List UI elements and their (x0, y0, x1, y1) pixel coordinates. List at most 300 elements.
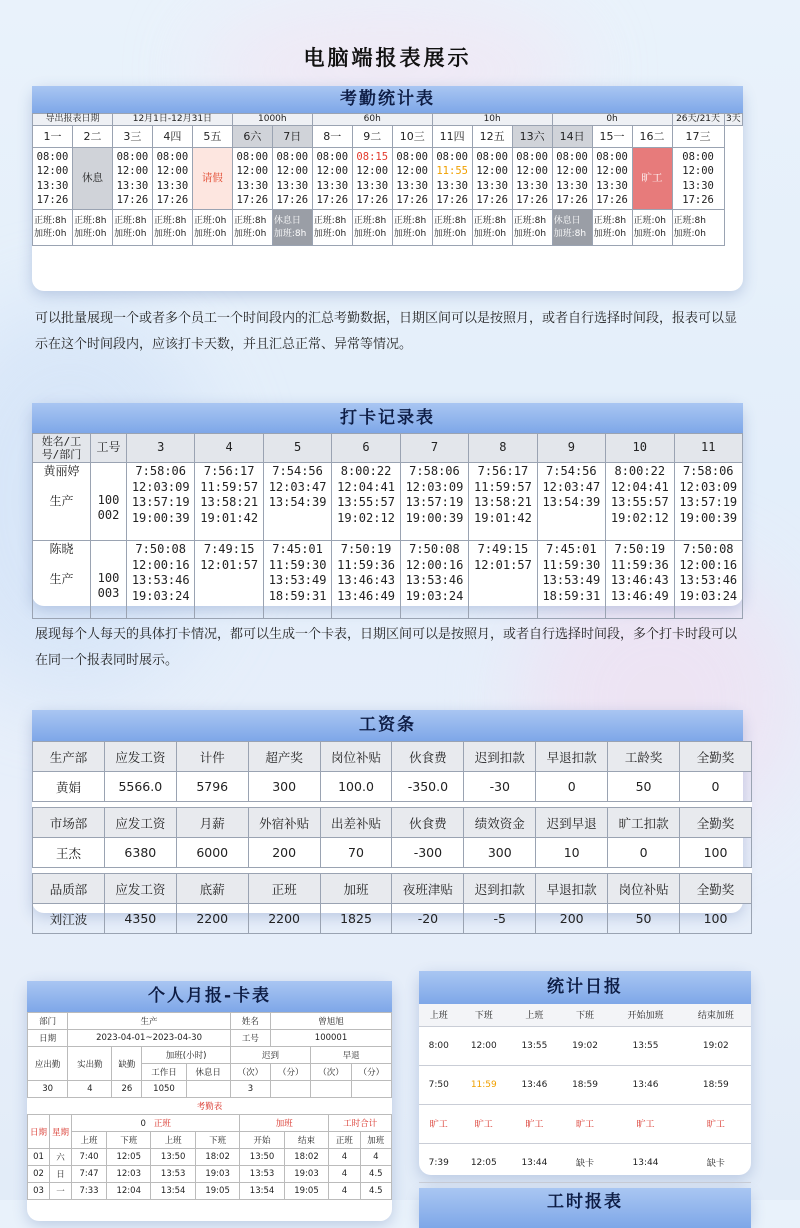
punch-time: 13:30 (236, 179, 269, 192)
salary-value-cell: 刘江波 (33, 904, 105, 934)
day-hours (632, 210, 672, 246)
punch-time: 7:45:01 (546, 542, 597, 556)
id-label: 工号 (230, 1030, 270, 1047)
day-header: 16二 (632, 126, 672, 148)
punch-time: 08:00 (436, 150, 468, 163)
col-name: 姓名/工号/部门 (33, 434, 91, 463)
daily-table (419, 1004, 751, 1183)
day-times (33, 148, 73, 210)
salary-value-cell: 300 (464, 838, 536, 868)
salary-value-cell: 0 (680, 772, 752, 802)
detail-cell: 7:40 (72, 1149, 107, 1166)
col-day: 8 (469, 434, 537, 463)
col-day: 5 (263, 434, 331, 463)
punch-time: 17:26 (596, 194, 628, 206)
salary-header-cell: 超产奖 (248, 742, 320, 772)
punch-time: 13:30 (316, 179, 349, 192)
punch-time: 8:00:22 (340, 464, 392, 478)
s-sub-3: （分） (271, 1064, 311, 1081)
punch-time: 13:57:19 (679, 495, 738, 509)
day-times (672, 148, 724, 210)
hours-line: 正班:8h (34, 215, 67, 226)
status-row (33, 210, 743, 246)
employee-name: 黄丽婷 (43, 464, 80, 478)
day-times (472, 148, 512, 210)
detail-cell: 日 (50, 1166, 72, 1183)
punch-time: 08:00 (516, 150, 548, 163)
daily-col-header: 上班 (419, 1004, 458, 1026)
detail-cell: 一 (50, 1183, 72, 1200)
punch-time: 12:03:09 (679, 479, 738, 494)
detail-cell: 4.5 (360, 1166, 391, 1183)
day-header: 12五 (472, 126, 512, 148)
salary-value-cell: 5796 (176, 772, 248, 802)
page-title: 电脑端报表展示 (303, 46, 472, 70)
punch-time: 13:55:57 (610, 495, 669, 509)
punch-cell (537, 463, 605, 541)
punch-cell (127, 463, 195, 541)
day-header: 7日 (272, 126, 312, 148)
detail-cell: 02 (28, 1166, 50, 1183)
daily-row (419, 1026, 751, 1065)
punch-time: 7:49:15 (203, 542, 255, 556)
day-times (552, 148, 592, 210)
attendance-table (32, 113, 743, 246)
detail-cell: 01 (28, 1149, 50, 1166)
group-regular-label: 正班 (153, 1119, 171, 1129)
day-header: 11四 (432, 126, 472, 148)
salary-value-cell: 王杰 (33, 838, 105, 868)
s-sub-2: （次） (230, 1064, 270, 1081)
day-hours (392, 210, 432, 246)
punch-time: 18:59:31 (268, 588, 327, 603)
daily-cell: 缺卡 (560, 1143, 611, 1182)
salary-value-cell: 200 (536, 904, 608, 934)
punch-time: 12:00 (276, 165, 309, 177)
punch-time: 12:03:47 (542, 479, 601, 494)
day-hours (33, 210, 73, 246)
col-day: 7 (400, 434, 468, 463)
salary-value-cell: 0 (536, 772, 608, 802)
hours-line: 加班:8h (553, 228, 587, 239)
salary-header-cell: 全勤奖 (680, 874, 752, 904)
detail-cell: 六 (50, 1149, 72, 1166)
punch-time: 08:00 (316, 150, 349, 163)
hours-line: 正班:8h (233, 215, 267, 226)
day-times (632, 148, 672, 210)
monthly-info-table (27, 1012, 392, 1098)
hours-line: 加班:0h (233, 228, 267, 239)
detail-cell: 18:02 (195, 1149, 239, 1166)
salary-header-cell: 夜班津贴 (392, 874, 464, 904)
punch-time: 17:26 (316, 194, 349, 206)
punch-cell (195, 463, 263, 541)
salary-header-cell: 迟到扣款 (464, 874, 536, 904)
monthly-detail-table (27, 1114, 392, 1200)
detail-cell: 18:02 (284, 1149, 328, 1166)
summary-value: 30 (28, 1081, 68, 1098)
hours-line: 正班:8h (473, 215, 507, 226)
summary-value: 3 (230, 1081, 270, 1098)
s-head-2: 缺勤 (112, 1047, 142, 1081)
punch-row (33, 463, 743, 541)
detail-row (28, 1183, 392, 1200)
punch-time: 17:26 (682, 194, 714, 206)
day-header: 1一 (33, 126, 73, 148)
day-header: 15一 (592, 126, 632, 148)
col-day: 4 (195, 434, 263, 463)
name-label: 姓名 (230, 1013, 270, 1030)
salary-value-cell: 4350 (104, 904, 176, 934)
punch-header (33, 434, 743, 463)
day-header: 17三 (672, 126, 724, 148)
detail-cell: 19:05 (284, 1183, 328, 1200)
summary-value: 4 (68, 1081, 112, 1098)
detail-col-header: 开始 (240, 1132, 284, 1149)
export-label: 导出报表日期 (33, 114, 113, 126)
daily-report-title: 统计日报 (419, 971, 751, 1004)
day-hours (192, 210, 232, 246)
daily-cell: 13:44 (509, 1143, 560, 1182)
day-hours (432, 210, 472, 246)
salary-value-cell: 100 (680, 904, 752, 934)
salary-header-cell: 绩效资金 (464, 808, 536, 838)
detail-cell: 12:03 (107, 1166, 151, 1183)
daily-cell: 18:59 (560, 1065, 611, 1104)
hours-line: 正班:8h (433, 215, 467, 226)
day-hours (72, 210, 112, 246)
punch-time: 13:57:19 (405, 495, 464, 509)
summary-value: 26 (112, 1081, 142, 1098)
punch-cell (537, 541, 605, 619)
day-header: 6六 (232, 126, 272, 148)
punch-cell (469, 463, 537, 541)
punch-time: 18:59:31 (542, 588, 601, 603)
hours-line: 正班:8h (153, 215, 187, 226)
punch-time: 12:00 (236, 165, 269, 177)
hours-line: 正班:8h (353, 215, 387, 226)
punch-time: 08:00 (116, 150, 149, 163)
attendance-report-card (32, 86, 743, 291)
daily-col-header: 结束加班 (681, 1004, 751, 1026)
summary-value (271, 1081, 311, 1098)
salary-value-cell: -30 (464, 772, 536, 802)
hours-line: 正班:8h (393, 215, 427, 226)
detail-col-header: 下班 (107, 1132, 151, 1149)
punch-time: 19:03:24 (679, 588, 738, 603)
salary-value-cell: -20 (392, 904, 464, 934)
salary-header-row (33, 874, 752, 904)
daily-cell: 缺卡 (681, 1143, 751, 1182)
day-header: 5五 (192, 126, 232, 148)
punch-time: 13:53:49 (268, 573, 327, 587)
detail-cell: 4 (329, 1149, 360, 1166)
salary-header-cell: 底薪 (176, 874, 248, 904)
day-hours (312, 210, 352, 246)
punch-time: 12:00:16 (131, 557, 190, 572)
hours-line: 正班:0h (193, 215, 227, 226)
punch-time: 11:59:36 (610, 557, 669, 572)
detail-cell: 19:05 (195, 1183, 239, 1200)
punch-record-title: 打卡记录表 (32, 403, 743, 433)
punch-time: 17:26 (156, 194, 189, 206)
salary-header-cell: 工龄奖 (608, 742, 680, 772)
daily-row (419, 1104, 751, 1143)
summary-value: 26天/21天 (672, 114, 724, 126)
daily-row (419, 1065, 751, 1104)
hours-line: 正班:8h (673, 215, 706, 226)
punch-time: 17:26 (36, 194, 69, 206)
punch-time: 19:03:24 (405, 588, 464, 603)
salary-value-cell: 2200 (176, 904, 248, 934)
punch-time: 13:30 (436, 179, 468, 192)
salary-value-cell: 5566.0 (104, 772, 176, 802)
salary-header-cell: 计件 (176, 742, 248, 772)
punch-time: 19:00:39 (679, 510, 738, 525)
punch-cell (606, 541, 674, 619)
hours-line: 正班:0h (633, 215, 666, 226)
salary-value-cell: 10 (536, 838, 608, 868)
punch-time: 08:00 (36, 150, 69, 163)
detail-cell: 19:03 (284, 1166, 328, 1183)
punch-time: 13:53:46 (131, 573, 190, 587)
punch-time: 12:00 (596, 165, 628, 177)
punch-time: 13:30 (156, 179, 189, 192)
zero-mark: 0 (140, 1119, 146, 1129)
summary-value: 60h (312, 114, 432, 126)
punch-cell (674, 541, 743, 619)
day-header: 4四 (152, 126, 192, 148)
daily-row (419, 1143, 751, 1182)
punch-time: 13:30 (276, 179, 309, 192)
detail-cell: 12:04 (107, 1183, 151, 1200)
group-regular (72, 1115, 240, 1132)
summary-value: 1050 (142, 1081, 186, 1098)
detail-col-header: 下班 (195, 1132, 239, 1149)
day-times (312, 148, 352, 210)
punch-time: 08:00 (596, 150, 628, 163)
detail-cell: 7:47 (72, 1166, 107, 1183)
hours-line: 加班:0h (34, 228, 67, 239)
punch-time: 08:00 (556, 150, 588, 163)
day-times (512, 148, 552, 210)
daily-col-header: 下班 (458, 1004, 509, 1026)
punch-cell (606, 463, 674, 541)
salary-value-row (33, 904, 752, 934)
salary-table (32, 741, 752, 934)
salary-value-cell: 6380 (104, 838, 176, 868)
salary-header-row (33, 742, 752, 772)
summary-value: 10h (432, 114, 552, 126)
punch-time: 7:50:08 (135, 542, 186, 556)
salary-value-cell: 2200 (248, 904, 320, 934)
salary-header-cell: 伙食费 (392, 742, 464, 772)
daily-cell: 旷工 (509, 1104, 560, 1143)
detail-cell: 13:50 (240, 1149, 284, 1166)
daily-cell: 旷工 (419, 1104, 458, 1143)
punch-time: 12:00:16 (679, 557, 738, 572)
punch-time: 13:30 (116, 179, 149, 192)
salary-value-cell: 1825 (320, 904, 392, 934)
punch-time: 12:03:09 (405, 479, 464, 494)
day-status-text: 旷工 (641, 172, 663, 185)
punch-time: 17:26 (116, 194, 149, 206)
next-report-title: 工时报表 (419, 1188, 751, 1228)
day-hours (552, 210, 592, 246)
salary-header-cell: 早退扣款 (536, 742, 608, 772)
punch-time: 11:59:57 (474, 479, 532, 494)
s-head-3: 加班(小时) (142, 1047, 230, 1064)
day-hours (152, 210, 192, 246)
punch-time: 13:30 (556, 179, 588, 192)
detail-cell: 13:50 (151, 1149, 195, 1166)
punch-time: 13:54:39 (268, 495, 327, 509)
day-header: 8一 (312, 126, 352, 148)
punch-time: 12:00:16 (405, 557, 464, 572)
punch-time: 17:26 (236, 194, 269, 206)
daily-cell: 7:39 (419, 1143, 458, 1182)
punch-time: 12:03:09 (131, 479, 190, 494)
punch-time: 13:30 (356, 179, 389, 192)
detail-cell: 7:33 (72, 1183, 107, 1200)
punch-time: 12:00 (516, 165, 548, 177)
punch-time: 19:02:12 (337, 510, 395, 525)
salary-header-cell: 伙食费 (392, 808, 464, 838)
detail-row (28, 1166, 392, 1183)
hours-line: 正班:8h (513, 215, 547, 226)
daily-cell: 7:50 (419, 1065, 458, 1104)
hours-line: 加班:0h (73, 228, 107, 239)
day-header: 2二 (72, 126, 112, 148)
salary-value-cell: 300 (248, 772, 320, 802)
hours-line: 加班:0h (513, 228, 547, 239)
daily-header (419, 1004, 751, 1026)
daily-col-header: 下班 (560, 1004, 611, 1026)
punch-time: 11:59:30 (542, 557, 601, 572)
hours-line: 加班:0h (313, 228, 347, 239)
salary-header-cell: 应发工资 (104, 874, 176, 904)
salary-value-cell: -5 (464, 904, 536, 934)
day-hours (352, 210, 392, 246)
attendance-sheet-label: 考勤表 (196, 1102, 223, 1112)
salary-header-cell: 应发工资 (104, 742, 176, 772)
punch-time: 13:46:49 (337, 588, 395, 603)
employee-dept: 生产 (49, 493, 74, 508)
salary-header-cell: 岗位补贴 (320, 742, 392, 772)
day-times (72, 148, 112, 210)
salary-header-cell: 全勤奖 (680, 808, 752, 838)
detail-cell: 13:53 (151, 1166, 195, 1183)
punch-time: 19:00:39 (405, 510, 464, 525)
punch-time: 12:01:57 (474, 557, 532, 572)
dept-value: 生产 (68, 1013, 230, 1030)
employee-cell (33, 463, 91, 541)
daily-cell: 13:55 (610, 1026, 680, 1065)
punch-time: 12:04:41 (337, 479, 395, 494)
hours-line: 休息日 (553, 215, 581, 226)
punch-time: 13:46:43 (337, 573, 395, 587)
punch-time: 13:30 (516, 179, 548, 192)
punch-time: 13:30 (476, 179, 508, 192)
salary-header-row (33, 808, 752, 838)
salary-header-cell: 品质部 (33, 874, 105, 904)
salary-header-cell: 加班 (320, 874, 392, 904)
day-times (432, 148, 472, 210)
summary-value (186, 1081, 230, 1098)
punch-time: 17:26 (516, 194, 548, 206)
punch-time: 13:57:19 (131, 495, 190, 509)
daily-cell: 13:55 (509, 1026, 560, 1065)
employee-cell (33, 541, 91, 619)
detail-col-header: 结束 (284, 1132, 328, 1149)
detail-cell: 12:05 (107, 1149, 151, 1166)
detail-row (28, 1149, 392, 1166)
punch-cell (127, 541, 195, 619)
punch-time: 7:58:06 (682, 464, 734, 478)
punch-time: 12:03:47 (268, 479, 327, 494)
punch-time: 12:00 (682, 165, 714, 177)
punch-time: 11:59:36 (337, 557, 395, 572)
salary-value-cell: 0 (608, 838, 680, 868)
employee-name: 陈晓 (49, 542, 74, 556)
punch-time: 7:45:01 (272, 542, 323, 556)
s-head-1: 实出勤 (68, 1047, 112, 1081)
daily-cell: 旷工 (681, 1104, 751, 1143)
hours-line: 加班:0h (113, 228, 147, 239)
punch-cell (469, 541, 537, 619)
punch-time: 13:30 (682, 179, 714, 192)
punch-cell (400, 463, 468, 541)
s-sub-1: 休息日 (186, 1064, 230, 1081)
hours-line: 休息日 (273, 215, 301, 226)
day-header: 9二 (352, 126, 392, 148)
salary-header-cell: 市场部 (33, 808, 105, 838)
punch-time: 7:50:19 (340, 542, 392, 556)
salary-header-cell: 正班 (248, 874, 320, 904)
day-times (192, 148, 232, 210)
punch-cell (332, 463, 400, 541)
hours-line: 加班:0h (633, 228, 666, 239)
punch-cell (400, 541, 468, 619)
salary-value-cell: 70 (320, 838, 392, 868)
summary-row (33, 114, 743, 126)
salary-header-cell: 外宿补贴 (248, 808, 320, 838)
punch-time: 12:00 (316, 165, 349, 177)
punch-time: 7:56:17 (477, 464, 529, 478)
salary-value-cell: 100 (680, 838, 752, 868)
salary-header-cell: 出差补贴 (320, 808, 392, 838)
punch-time: 17:26 (356, 194, 389, 206)
punch-time: 7:49:15 (477, 542, 529, 556)
hours-line: 加班:0h (673, 228, 706, 239)
punch-time: 7:54:56 (272, 464, 323, 478)
punch-time: 08:00 (682, 150, 714, 163)
day-times (352, 148, 392, 210)
daily-cell: 11:59 (458, 1065, 509, 1104)
punch-time: 7:50:08 (409, 542, 460, 556)
daily-col-header: 开始加班 (610, 1004, 680, 1026)
hours-line: 加班:0h (153, 228, 187, 239)
col-day: 3 (127, 434, 195, 463)
punch-time: 12:00 (116, 165, 149, 177)
day-times (272, 148, 312, 210)
s-head-5: 早退 (311, 1047, 392, 1064)
salary-header-cell: 全勤奖 (680, 742, 752, 772)
daily-cell: 13:44 (610, 1143, 680, 1182)
dept-label: 部门 (28, 1013, 68, 1030)
detail-cell: 4.5 (360, 1183, 391, 1200)
salary-value-cell: 50 (608, 772, 680, 802)
